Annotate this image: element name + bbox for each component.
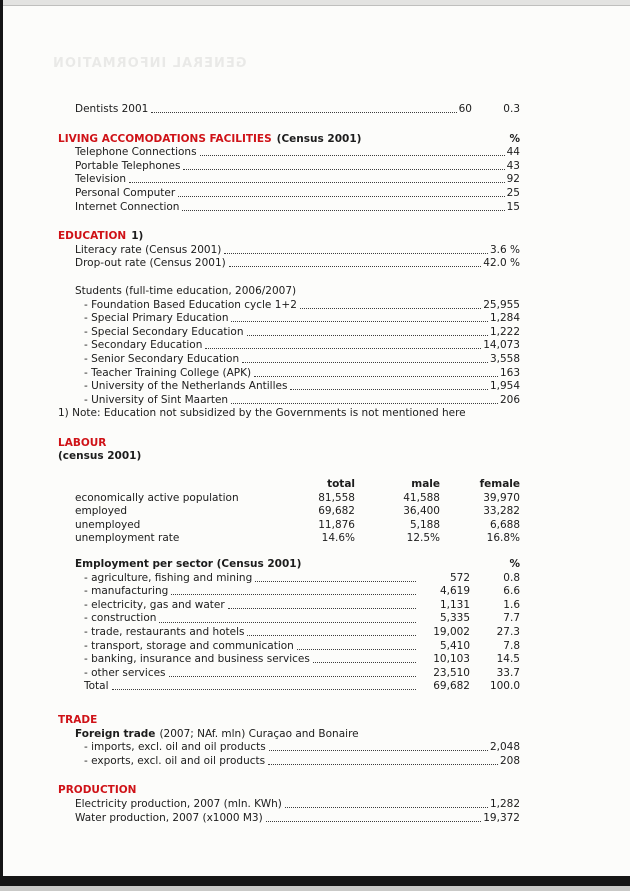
row-label: Personal Computer: [75, 186, 176, 199]
section-title-text: EDUCATION: [58, 230, 127, 243]
row-value: 1,131: [439, 598, 470, 611]
row-label: - Special Secondary Education: [84, 325, 244, 338]
stat-row: [58, 812, 520, 826]
row-value: 60: [458, 103, 472, 115]
cell-total: 81,558: [318, 491, 355, 504]
row-value: 44: [506, 146, 520, 159]
labour-subtitle: [58, 450, 520, 464]
subsection-title: Employment per sector (Census 2001): [75, 558, 302, 571]
dotted-leader: [169, 676, 416, 677]
employment-sector-header: [58, 558, 520, 572]
stat-row: [58, 798, 520, 812]
dotted-leader: [269, 750, 488, 751]
row-value: 69,682: [433, 680, 470, 693]
dotted-leader: [300, 308, 481, 309]
stat-row: [58, 394, 520, 408]
stat-row: [58, 380, 520, 394]
stat-row: [58, 201, 520, 215]
row-label: - Secondary Education: [84, 339, 203, 352]
cell-male: 5,188: [409, 518, 440, 531]
dotted-leader: [247, 335, 488, 336]
row-label: unemployed: [75, 518, 141, 531]
row-value: 5,335: [439, 612, 470, 625]
row-label: Television: [75, 173, 127, 186]
row-value: 5,410: [439, 639, 470, 652]
row-label: Portable Telephones: [75, 159, 181, 172]
row-label: - banking, insurance and business services: [84, 653, 310, 666]
section-title-suffix: 1): [131, 230, 144, 243]
row-value: 2,048: [489, 741, 520, 754]
row-percent: 0.8: [503, 571, 520, 584]
row-label: employed: [75, 505, 128, 518]
dotted-leader: [231, 321, 487, 322]
dotted-leader: [129, 182, 505, 183]
stat-row: [58, 312, 520, 326]
spacer: [361, 133, 509, 147]
table-row: [58, 492, 520, 506]
unit-header: %: [509, 558, 520, 571]
row-value: 25: [506, 186, 520, 199]
dotted-leader: [183, 169, 504, 170]
cell-total: 14.6%: [321, 532, 355, 545]
section-title-text: LABOUR: [58, 436, 107, 449]
stat-row: [58, 257, 520, 271]
cell-male: 36,400: [403, 505, 440, 518]
column-header-female: female: [479, 478, 520, 491]
section-title-text: LIVING ACCOMODATIONS FACILITIES: [58, 132, 272, 145]
row-value: 1,284: [489, 312, 520, 325]
cell-female: 33,282: [483, 505, 520, 518]
dotted-leader: [247, 635, 416, 636]
row-percent: 14.5: [496, 653, 520, 666]
stat-row: [58, 612, 520, 626]
table-row: [58, 519, 520, 533]
dotted-leader: [151, 112, 456, 113]
row-label: - Foundation Based Education cycle 1+2: [84, 298, 297, 311]
table-row: [58, 532, 520, 546]
dotted-leader: [254, 376, 498, 377]
dotted-leader: [112, 689, 416, 690]
labour-table-header: [58, 478, 520, 492]
spacer: [301, 558, 509, 572]
row-value: 19,372: [483, 811, 520, 824]
stat-row: [58, 367, 520, 381]
row-label: - transport, storage and communication: [84, 639, 294, 652]
dotted-leader: [171, 594, 416, 595]
row-value: 3.6 %: [489, 243, 520, 256]
stat-row-total: [58, 680, 520, 694]
row-value: 3,558: [489, 352, 520, 365]
dotted-leader: [290, 389, 488, 390]
stat-row: [58, 667, 520, 681]
row-value: 92: [506, 173, 520, 186]
row-percent: 27.3: [496, 626, 520, 638]
row-label: - other services: [84, 666, 166, 679]
section-title-suffix: (Census 2001): [276, 132, 362, 145]
section-title-education: [58, 230, 520, 244]
row-value: 25,955: [483, 298, 520, 311]
stat-row: [58, 585, 520, 599]
row-label: - imports, excl. oil and oil products: [84, 741, 266, 754]
row-percent: 100.0: [489, 680, 520, 693]
row-value: 1,282: [489, 797, 520, 810]
column-header-total: total: [327, 478, 355, 491]
bleed-through-text: GENERAL INFORMATION: [52, 56, 247, 71]
row-label: Electricity production, 2007 (mln. KWh): [75, 797, 282, 810]
row-label: Drop-out rate (Census 2001): [75, 257, 226, 270]
spacer: [58, 478, 275, 492]
row-label: - manufacturing: [84, 585, 169, 598]
column-header-male: male: [411, 478, 440, 491]
row-label: - Special Primary Education: [84, 312, 229, 325]
stat-row: [58, 640, 520, 654]
row-label: - University of Sint Maarten: [84, 393, 229, 406]
dotted-leader: [205, 348, 481, 349]
row-percent: 33.7: [496, 666, 520, 679]
dotted-leader: [242, 362, 488, 363]
stat-row: [58, 173, 520, 187]
row-value: 208: [499, 754, 520, 767]
stat-row: [58, 755, 520, 769]
scan-bottom-band: [0, 886, 630, 891]
row-label: unemployment rate: [75, 532, 180, 545]
stat-row: [58, 146, 520, 160]
cell-male: 41,588: [403, 491, 440, 504]
dotted-leader: [200, 155, 505, 156]
page-content: [58, 0, 520, 825]
scan-bottom-edge: [0, 876, 630, 886]
dotted-leader: [182, 210, 504, 211]
stat-row: [58, 626, 520, 640]
cell-total: 69,682: [318, 505, 355, 518]
cell-male: 12.5%: [406, 532, 440, 545]
row-label: - Teacher Training College (APK): [84, 366, 252, 379]
row-label: - construction: [84, 612, 157, 625]
dotted-leader: [255, 581, 416, 582]
stat-row: [58, 572, 520, 586]
cell-total: 11,876: [318, 518, 355, 531]
row-label: economically active population: [75, 491, 239, 504]
dotted-leader: [297, 649, 416, 650]
row-percent: 7.7: [503, 612, 520, 625]
section-title-text: TRADE: [58, 713, 98, 726]
subtitle-text: (census 2001): [58, 450, 142, 463]
row-value: 1,954: [489, 380, 520, 393]
stat-row: [58, 741, 520, 755]
row-label: - agriculture, fishing and mining: [84, 571, 253, 584]
row-value: 23,510: [433, 666, 470, 679]
table-row: [58, 505, 520, 519]
stat-row: [58, 244, 520, 258]
education-note: [58, 407, 520, 421]
dotted-leader: [268, 764, 498, 765]
row-value: 206: [499, 393, 520, 406]
dotted-leader: [159, 622, 416, 623]
note-text: 1) Note: Education not subsidized by the Governments is not mentioned here: [58, 407, 466, 420]
cell-female: 6,688: [489, 518, 520, 531]
row-label: - University of the Netherlands Antilles: [84, 380, 288, 393]
section-title-production: [58, 784, 520, 798]
stat-row: [58, 353, 520, 367]
row-label: Telephone Connections: [75, 146, 197, 159]
row-value: 1,222: [489, 325, 520, 338]
row-value: 163: [499, 366, 520, 379]
dotted-leader: [178, 196, 504, 197]
stat-row: [58, 299, 520, 313]
stat-row: [58, 653, 520, 667]
row-value: 4,619: [439, 585, 470, 598]
section-title-trade: [58, 714, 520, 728]
stat-row: [58, 187, 520, 201]
row-label: Water production, 2007 (x1000 M3): [75, 811, 263, 824]
stat-row-dentists: [58, 103, 520, 117]
row-label: - trade, restaurants and hotels: [84, 626, 245, 638]
row-percent: 6.6: [503, 585, 520, 598]
row-value: 43: [506, 159, 520, 172]
dotted-leader: [313, 662, 416, 663]
dotted-leader: [229, 266, 482, 267]
section-title-text: PRODUCTION: [58, 784, 137, 797]
section-title-living: [58, 133, 520, 147]
dotted-leader: [224, 253, 488, 254]
row-label: Students (full-time education, 2006/2007): [75, 284, 297, 297]
row-value: 19,002: [433, 626, 470, 638]
trade-intro: [58, 728, 520, 742]
stat-row: [58, 160, 520, 174]
dotted-leader: [231, 403, 498, 404]
row-value: 10,103: [433, 653, 470, 666]
dotted-leader: [285, 807, 488, 808]
cell-female: 39,970: [483, 491, 520, 504]
row-value: 42.0 %: [483, 257, 520, 270]
row-value: 14,073: [483, 339, 520, 352]
row-percent: 1.6: [503, 598, 520, 611]
trade-intro-rest: (2007; NAf. mln) Curaçao and Bonaire: [159, 727, 359, 740]
stat-row: [58, 339, 520, 353]
stat-row: [58, 599, 520, 613]
row-label: - exports, excl. oil and oil products: [84, 754, 266, 767]
row-percent: 7.8: [503, 639, 520, 652]
dotted-leader: [266, 821, 482, 822]
row-label: Dentists 2001: [75, 103, 149, 115]
dotted-leader: [228, 608, 416, 609]
section-title-labour: [58, 437, 520, 451]
students-header: [58, 285, 520, 299]
row-percent: 0.3: [503, 103, 520, 115]
row-label: Literacy rate (Census 2001): [75, 243, 222, 256]
stat-row: [58, 326, 520, 340]
scan-left-edge: [0, 0, 3, 891]
row-label: Total: [84, 680, 109, 693]
row-label: - Senior Secondary Education: [84, 352, 240, 365]
row-label: Internet Connection: [75, 200, 180, 213]
row-value: 15: [506, 200, 520, 213]
cell-female: 16.8%: [486, 532, 520, 545]
trade-intro-bold: Foreign trade: [75, 727, 156, 740]
unit-header: %: [509, 132, 520, 145]
row-value: 572: [449, 571, 470, 584]
row-label: - electricity, gas and water: [84, 598, 225, 611]
